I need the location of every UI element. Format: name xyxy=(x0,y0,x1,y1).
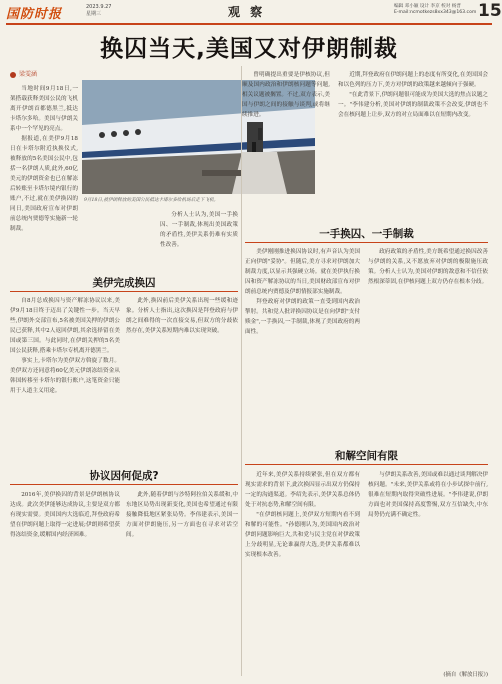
date-text: 2023.9.27 xyxy=(86,4,112,10)
subhead-rule xyxy=(10,484,238,485)
editors-line: 编辑 邓小颖 设计 李京 校对 杨晋 xyxy=(394,4,462,9)
paragraph: 自8月总成换囚与资产解冻协议以来,美伊9月18日终于迈出了关键性一步。当天早些,伊朗外交部宣布,5名被美国关押的伊朗公民已获释,其中2人返回伊朗,其余选择留在美国或第三国。与此同时,在伊朗关押的5名美国公民获释,搭乘卡塔尔专机离开德黑兰。 xyxy=(10,298,120,354)
subhead-4: 和解空间有限 xyxy=(335,450,398,462)
author-icon xyxy=(10,72,16,78)
paragraph: 当地时间9月18日,一架搭载获释美国公民的飞机离开伊朗首都德黑兰,抵达卡塔尔多哈。美国与伊朗关系中一个罕见的亮点。 xyxy=(10,86,78,132)
column-s1-right xyxy=(126,296,238,336)
issue-date xyxy=(86,4,111,18)
paragraph: 美伊刚刚推进换囚协议时,有声音认为美国正向伊朗"妥协"。但随后,美方寻求对伊朗加大制裁力度,以显示其强硬立场。就在美伊执行换囚和资产解冻协议的当日,美国财政部宣布对伊朗前总统内贾德及伊朗情报部实施制裁。 xyxy=(245,249,360,295)
page-number: 15 xyxy=(478,1,502,21)
subhead-rule xyxy=(245,464,488,465)
column-right-b xyxy=(338,70,488,120)
column-left-top xyxy=(10,70,78,234)
subhead-3: 一手换囚、一手制裁 xyxy=(319,228,414,240)
column-s2-right xyxy=(126,490,238,540)
paragraph: 与伊朗关系改善,美国或难以通过谈判解决伊核问题。"未来,美伊关系或将在小步试探中前行,很难在短期内取得突破性进展。"李伟建说,伊朗方面也对美国保持高度警惕,双方互信缺失,中东局势仍充满不确定性。 xyxy=(368,472,488,518)
editor-credits xyxy=(394,4,476,16)
paragraph: 事实上,卡塔尔为美伊双方斡旋了数月。美伊双方还同意将60亿美元伊朗冻结资金从韩国转移至卡塔尔的银行账户,这笔资金只能用于人道主义用途。 xyxy=(10,358,120,394)
photo-caption: 9月18日,被伊朗释放的美国公民抵达卡塔尔多哈机场后走下飞机。 xyxy=(84,198,219,203)
paragraph: 2016年,美伊换囚的背景是伊朗核协议达成。此次美伊能够达成协议,主要是双方都有现实需要。美国国内大选临近,拜登政府希望在伊朗问题上取得一定进展;伊朗则希望获得冻结资金,缓解国内经济困难。 xyxy=(10,492,120,538)
column-s3-right xyxy=(368,247,488,287)
subhead-rule xyxy=(10,291,238,292)
section-title: 观 察 xyxy=(228,5,266,19)
column-mid-upper xyxy=(160,210,238,250)
paragraph: 分析人士认为,美国一手换囚、一手制裁,体现出美国政策的矛盾性,美伊关系仍难有实质性改善。 xyxy=(160,212,238,248)
paragraph: 曾明确提出重要是伊核协议,但顺及国内政治和伊朗核问题等问题,相关议题被搁置。不过,双方表示,美国与伊朗之间的接触与谈判,或将继续推进。 xyxy=(242,72,330,118)
masthead xyxy=(6,1,502,24)
byline xyxy=(10,70,78,80)
masthead-rule xyxy=(6,23,492,25)
newspaper-logo: 国防时报 xyxy=(6,7,63,22)
paragraph: 政府政策的矛盾性,美方既希望通过换囚改善与伊朗的关系,又不愿放弃对伊朗的极限施压政策。分析人士认为,美国对伊朗的敌意和不信任依然根深蒂固,在伊核问题上双方仍存在根本分歧。 xyxy=(368,249,488,285)
main-headline: 换囚当天,美国又对伊朗制裁 xyxy=(100,36,398,62)
column-divider xyxy=(241,66,242,676)
column-s2-left xyxy=(10,490,120,540)
paragraph: 此外,换囚前后美伊关系出现一些缓和迹象。分析人士指出,这次换囚是拜登政府与伊朗之间难得的一次直接交易,但双方的分歧依然存在,美伊关系短期内难以实现突破。 xyxy=(126,298,238,334)
email-line: E-mail:ncmotkezs8xx343@163.com xyxy=(394,10,477,15)
paragraph: 近期,拜登政府在伊朗问题上的态度有所变化,在美国国会和以色列的压力下,美方对伊朗的政策越来越倾向于强硬。 xyxy=(338,72,488,88)
column-right-a xyxy=(242,70,330,120)
paragraph: 拜登政府对伊朗的政策一直受到国内政治掣肘。共和党人批评换囚协议是在向伊朗"支付赎金",一手换囚,一手制裁,体现了美国政府的两面性。 xyxy=(245,299,360,335)
weekday-text: 星期三 xyxy=(86,11,102,17)
paragraph: 据报道,在美伊9月18日在卡塔尔附近执换仪式,被释放的5名美国公民中,包括一名伊朗人质,此外,60亿美元的伊朗资金也已在解冻后转账至卡塔尔境内银行的账户,不过,就在美伊换囚的同日,美国政府宣布对伊朗前总统内贾德等实施新一轮制裁。 xyxy=(10,136,78,232)
column-s4-right xyxy=(368,470,488,520)
paragraph: 此外,随着伊朗与沙特阿拉伯关系缓和,中东地区局势出现新变化,美国也希望通过有限接触降低地区紧张局势。李伟建表示,美国一方面对伊朗施压,另一方面也在寻求对话空间。 xyxy=(126,492,238,538)
subhead-rule xyxy=(245,242,488,243)
column-s1-left xyxy=(10,296,120,396)
paragraph: 近年来,美伊关系持续紧张,但在双方都有现实需求的背景下,此次换囚显示出双方仍保持一定的沟通渠道。李绍先表示,美伊关系总体仍处于对抗态势,和解空间有限。 xyxy=(245,472,360,508)
source-note: (摘自《解放日报》) xyxy=(443,672,488,678)
author-name: 梁雯涵 xyxy=(19,71,38,78)
subhead-2: 协议因何促成? xyxy=(89,470,159,482)
column-s4-left xyxy=(245,470,360,560)
column-s3-left xyxy=(245,247,360,337)
paragraph: "在伊朗核问题上,美伊双方短期内看不到和解的可能性。"孙德刚认为,美国国内政治对伊朗问题影响巨大,共和党与民主党在对伊政策上分歧明显,无论谁赢得大选,美伊关系都难以实现根本改善。 xyxy=(245,512,360,558)
paragraph: "在此背景下,伊朗问题很可能成为美国大选的焦点议题之一。"李伟建分析,美国对伊朗的制裁政策不会改变,伊朗也不会在核问题上让步,双方的对立局面难以在短期内改变。 xyxy=(338,92,488,118)
subhead-1: 美伊完成换囚 xyxy=(92,277,156,289)
